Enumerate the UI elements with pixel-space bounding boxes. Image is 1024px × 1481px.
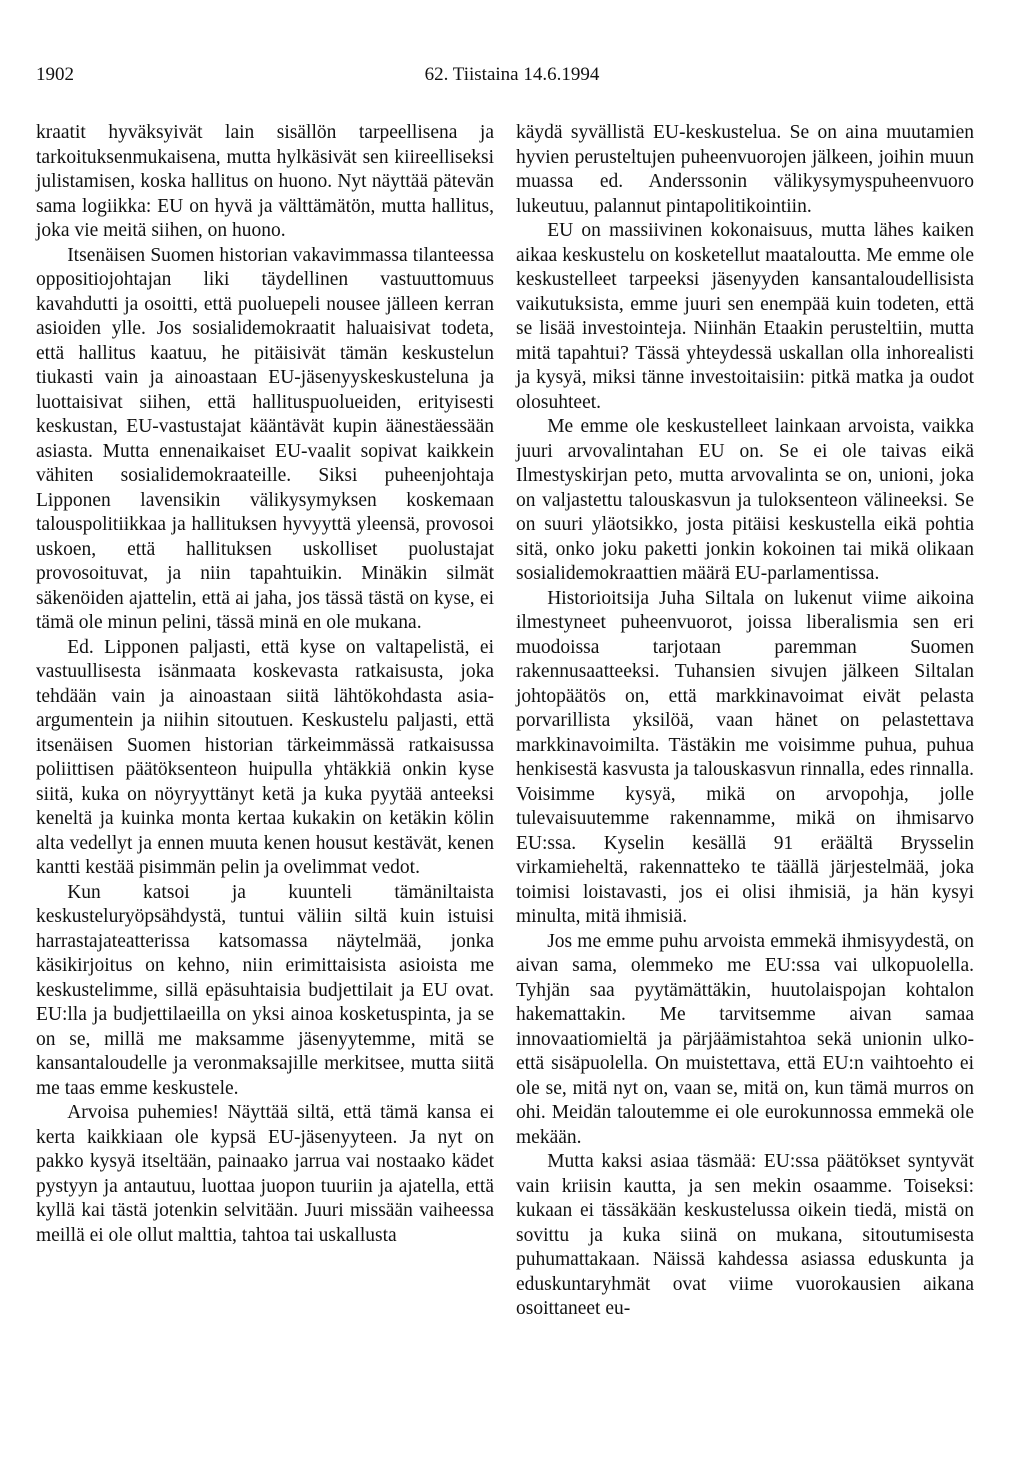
paragraph: kraatit hyväksyivät lain sisällön tarpeellisena ja tarkoituksenmukaisena, mutta hylkäsivät sen kiireelliseksi julistamisen, koska hallitus on huono. Nyt näyttää pätevän sama logiikka: EU on hyvä ja välttämätön, mutta hallitus, joka vie meitä siihen, on huono. <box>36 122 494 241</box>
paragraph: Mutta kaksi asiaa täsmää: EU:ssa päätökset syntyvät vain kriisin kautta, ja sen mekin osaamme. Toiseksi: kukaan ei tässäkään keskustelussa oikein tiedä, mistä on sovittu ja kuka siinä on mukana, sitoutumisesta puhumattakaan. Näissä kahdessa asiassa eduskunta ja eduskuntaryhmät ovat viime vuorokausien aikana osoittaneet eu- <box>516 1151 974 1319</box>
page-number: 1902 <box>36 64 74 85</box>
paragraph: Historioitsija Juha Siltala on lukenut viime aikoina ilmestyneet puheenvuorot, joissa liberalismia sen eri muodoissa tarjotaan paremman Suomen rakennusaatteeksi. Tuhansien sivujen jälkeen Siltalan johtopäätös on, että markkinavoimat eivät pelasta porvarillista yksilöä, vaan hänet on pelastettava markkinavoimilta. Tästäkin me voisimme puhua, puhua henkisestä kasvusta ja talouskasvun rinnalla, edes rinnalla. Voisimme kysyä, mikä on arvopohja, jolle tulevaisuutemme rakennamme, mikä on ihmisarvo EU:ssa. Kyselin kesällä 91 eräältä Brysselin virkamieheltä, rakennatteko te täällä järjestelmää, joka toimisi loistavasti, jos ei olisi ihmisiä, ja hän kysyi minulta, mitä ihmisiä. <box>516 587 974 927</box>
paragraph: käydä syvällistä EU-keskustelua. Se on aina muutamien hyvien perusteltujen puheenvuorojen jälkeen, joihin muun muassa ed. Anderssonin välikysymyspuheenvuoro lukeutuu, palannut pintapolitikointiin. <box>516 122 974 217</box>
paragraph: Ed. Lipponen paljasti, että kyse on valtapelistä, ei vastuullisesta isänmaata koskevasta ratkaisusta, joka tehdään vain ja ainoastaan siitä lähtökohdasta asia-argumentein ja niihin sitoutuen. Keskustelu paljasti, että itsenäisen Suomen historian tärkeimmässä ratkaisussa poliittisen päätöksenteon huipulla yhtäkkiä onkin kyse siitä, kuka on nöyryyttänyt ketä ja kuka pyytää anteeksi keneltä ja kuinka monta kertaa kukakin on ketäkin kölin alta vedellyt ja ennen muuta kenen housut kestävät, kenen kantti kestää pisimmän pelin ja ovelimmat vedot. <box>36 636 494 878</box>
left-column <box>36 121 494 1248</box>
session-date: 62. Tiistaina 14.6.1994 <box>424 64 600 85</box>
page-header <box>36 62 988 88</box>
paragraph: Jos me emme puhu arvoista emmekä ihmisyydestä, on aivan sama, olemmeko me EU:ssa vai ulkopuolella. Tyhjän saa pyytämättäkin, huutolaispojan kohtalon hakemattakin. Me tarvitsemme aivan samaa innovaatiomieltä ja pärjäämistahtoa sekä unionin ulko- että sisäpuolella. On muistettava, että EU:n vaihtoehto ei ole se, mitä nyt on, vaan se, mitä on, kun tämä murros on ohi. Meidän taloutemme ei ole eurokunnossa emmekä ole mekään. <box>516 930 974 1148</box>
paragraph: EU on massiivinen kokonaisuus, mutta lähes kaiken aikaa keskustelu on kosketellut maataloutta. Me emme ole keskustelleet tarpeeksi jäsenyyden kansantaloudellisista vaikutuksista, emme juuri sen enempää kuin todeten, että se lisää investointeja. Niinhän Etaakin perusteltiin, mutta mitä tapahtui? Tässä yhteydessä uskallan olla inhorealisti ja kysyä, miksi tänne investoitaisiin: pitkä matka ja oudot olosuhteet. <box>516 220 974 413</box>
right-column <box>516 121 974 1322</box>
paragraph: Kun katsoi ja kuunteli tämäniltaista keskusteluryöpsähdystä, tuntui väliin siltä kuin istuisi harrastajateatterissa katsomassa näytelmää, jonka käsikirjoitus on kehno, niin erimittaisista asioista me keskustelimme, sillä epäsuhtaisia budjettilait ja EU ovat. EU:lla ja budjettilaeilla on yksi ainoa kosketuspinta, ja se on se, millä me maksamme jäsenyytemme, mitä se kansantaloudelle ja veronmaksajille merkitsee, mutta siitä me taas emme keskustele. <box>36 881 494 1099</box>
paragraph: Me emme ole keskustelleet lainkaan arvoista, vaikka juuri arvovalintahan EU on. Se ei ole taivas eikä Ilmestyskirjan peto, mutta arvovalinta se on, unioni, joka on valjastettu talouskasvun ja tuloksenteon välineeksi. Se on suuri yläotsikko, josta pitäisi keskustella eikä pohtia sitä, onko joku paketti jonkin kokoinen tai mikä olikaan sosialidemokraattien määrä EU-parlamentissa. <box>516 416 974 584</box>
paragraph: Arvoisa puhemies! Näyttää siltä, että tämä kansa ei kerta kaikkiaan ole kypsä EU-jäsenyyteen. Ja nyt on pakko kysyä itseltään, painaako jarrua vai nostaako kädet pystyyn ja antautuu, luottaa juopon tuuriin ja ajatella, että kyllä kai tästä jotenkin selvitään. Juuri missään vaiheessa meillä ei ole ollut malttia, tahtoa tai uskallusta <box>36 1102 494 1246</box>
paragraph: Itsenäisen Suomen historian vakavimmassa tilanteessa oppositiojohtajan liki täydellinen vastuuttomuus kavahdutti ja osoitti, että puoluepeli nousee jälleen kerran asioiden ylle. Jos sosialidemokraatit haluaisivat todeta, että hallitus kaatuu, he pitäisivät tämän keskustelun tiukasti vain ja ainoastaan EU-jäsenyyskeskusteluna ja luottaisivat siihen, että hallituspuolueiden, erityisesti keskustan, EU-vastustajat kääntävät kupin äänestäessään asiasta. Mutta ennenaikaiset EU-vaalit sopivat kaikkein vähiten sosialidemokraateille. Siksi puheenjohtaja Lipponen lavensikin välikysymyksen koskemaan talouspolitiikkaa ja hallituksen hyvyyttä yleensä, provosoi uskoen, että hallituksen uskolliset puolustajat provosoituvat, ja niin tapahtuikin. Minäkin silmät säkenöiden ajattelin, että ai jaha, jos tässä tästä on kyse, ei tämä ole minun pelini, tässä minä en ole mukana. <box>36 244 494 633</box>
